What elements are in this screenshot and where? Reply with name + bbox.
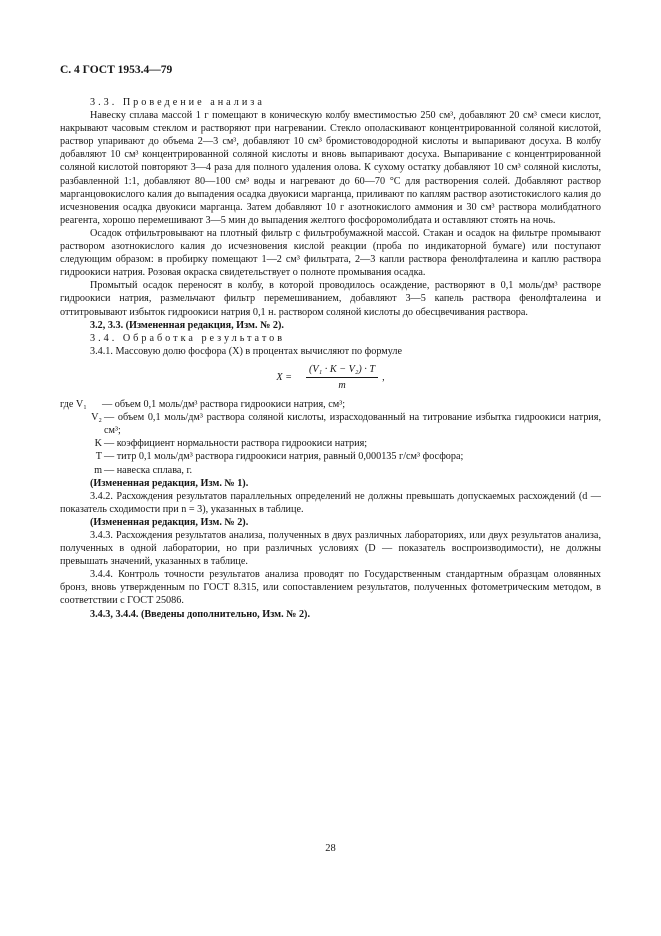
definition-row [60, 398, 601, 411]
paragraph-procedure-2: Осадок отфильтровывают на плотный фильтр с фильтробумажной массой. Стакан и осадок на фильтре промывают раствором азотнокислого калия до исчезновения кислой реакции (проба по индикаторной бумаге) или поступают следующим образом: в пробирку помещают 1—2 см³ фильтрата, 2—3 капли раствора фенолфталеина и каплю раствора гидроокиси натрия. Розовая окраска свидетельствует о полноте промывания осадка. [60, 227, 601, 279]
formula-denominator: m [338, 379, 346, 391]
amendment-note-1: (Измененная редакция, Изм. № 1). [90, 477, 249, 489]
paragraph-procedure-3: Промытый осадок переносят в колбу, в которой проводилось осаждение, растворяют в 0,1 моль/дм³ растворе гидроокиси натрия, размельчают фильтр перемешиванием, добавляют 3—5 капель раствора фенолфталеина и оттитровывают избыток гидроокиси натрия 0,1 н. раствором соляной кислоты до обесцвечивания раствора. [60, 280, 601, 318]
definition-symbol: K [94, 438, 102, 450]
formula [60, 363, 601, 392]
definition-symbol: T [95, 451, 102, 463]
section-heading-3-4: 3.4. Обработка результатов [90, 332, 286, 344]
formula-fraction [306, 363, 378, 392]
definition-symbol: m [94, 464, 102, 476]
definition-row [60, 437, 601, 450]
formula-definitions [60, 398, 601, 477]
paragraph-3-4-3: 3.4.3. Расхождения результатов анализа, полученных в двух различных лабораториях, или двух результатов анализа, полученных в одной лаборатории, но при различных условиях (D — показатель воспроизводимости), не должны превышать значений, указанных в таблице. [60, 530, 601, 568]
amendment-note-3-3: 3.2, 3.3. (Измененная редакция, Изм. № 2). [90, 319, 284, 331]
definition-symbol: V₂ [91, 412, 102, 424]
definition-row [60, 411, 601, 437]
definition-text: — объем 0,1 моль/дм³ раствора гидроокиси натрия, см³; [102, 399, 346, 411]
amendment-note-3: 3.4.3, 3.4.4. (Введены дополнительно, Изм. № 2). [90, 608, 311, 620]
definition-text: — коэффициент нормальности раствора гидроокиси натрия; [104, 438, 368, 450]
definition-text: — навеска сплава, г. [104, 464, 193, 476]
page-header: С. 4 ГОСТ 1953.4—79 [60, 64, 173, 76]
amendment-note-2: (Измененная редакция, Изм. № 2). [90, 516, 249, 528]
formula-lhs: X = [276, 371, 293, 383]
paragraph-3-4-1: 3.4.1. Массовую долю фосфора (X) в процентах вычисляют по формуле [90, 345, 403, 357]
definition-symbol: где V₁ [60, 399, 87, 411]
definition-row [60, 464, 601, 477]
paragraph-3-4-2: 3.4.2. Расхождения результатов параллельных определений не должны превышать допускаемых расхождений (d — показатель сходимости при n = 3), указанных в таблице. [60, 490, 601, 515]
paragraph-procedure-1: Навеску сплава массой 1 г помещают в коническую колбу вместимостью 250 см³, добавляют 20 см³ смеси кислот, накрывают часовым стеклом и растворяют при нагревании. Стекло ополаскивают концентрированной соляной кислотой, раствор упаривают до объема 2—3 см³, добавляют 10 см³ бромистоводородной кислоты и выпаривают досуха. В колбу добавляют 10 см³ концентрированной соляной кислоты и вновь выпаривают досуха. Выпаривание с концентрированной соляной кислотой повторяют 3—4 раза для полного удаления олова. К сухому остатку добавляют 10 см³ соляной кислоты, разбавленной 1:1, добавляют 80—100 см³ воды и нагревают до 60—70 °С для растворения солей. Добавляют раствор марганцовокислого калия до выпадения осадка двуокиси марганца, приливают по каплям раствор азотистокислого калия до исчезновения осадка двуокиси марганца. Затем добавляют 10 г азотнокислого аммония и 30 см³ раствора молибдатного реагента, хорошо перемешивают 3—5 мин до выпадения желтого фосфоромолибдата и оставляют стоять на ночь. [60, 110, 601, 226]
definition-text: — титр 0,1 моль/дм³ раствора гидроокиси натрия, равный 0,000135 г/см³ фосфора; [104, 451, 464, 463]
document-body [60, 96, 601, 621]
definition-text: — объем 0,1 моль/дм³ раствора соляной кислоты, израсходованный на титрование избытка гидроокиси натрия, см³; [104, 412, 601, 437]
formula-numerator: (V₁ · K − V₂) · T [306, 363, 378, 378]
definition-row [60, 450, 601, 463]
formula-tail: , [382, 371, 385, 383]
page-number: 28 [325, 843, 336, 854]
paragraph-3-4-4: 3.4.4. Контроль точности результатов анализа проводят по Государственным стандартным образцам оловянных бронз, вновь утвержденным по ГОСТ 8.315, или сопоставлением результатов, полученных фотометрическим методом, в соответствии с ГОСТ 25086. [60, 569, 601, 607]
section-heading-3-3: 3.3. Проведение анализа [90, 97, 265, 108]
